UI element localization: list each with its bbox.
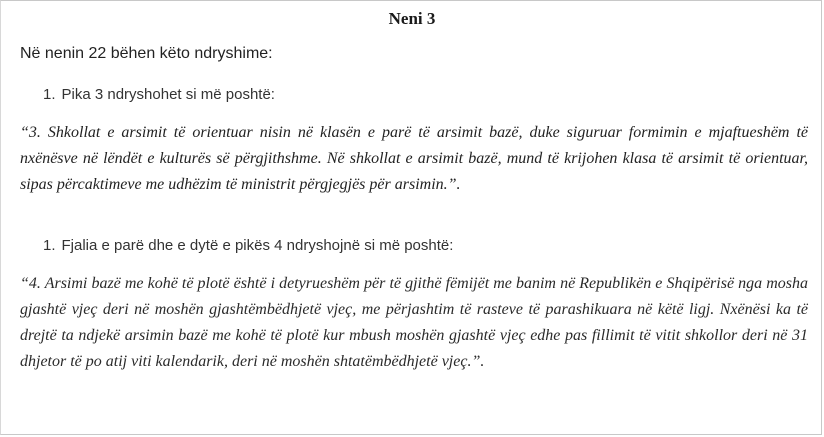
list-item-number: 1. — [43, 237, 56, 254]
article-intro: Në nenin 22 bëhen këto ndryshime: — [20, 45, 273, 62]
list-item — [43, 85, 275, 105]
list-item — [43, 236, 453, 256]
amendment-quote: “4. Arsimi bazë me kohë të plotë është i detyrueshëm për të gjithë fëmijët me banim në Republikën e Shqipërisë nga mosha gjashtë vjeç deri në moshën gjashtëmbëdhjetë vjeç, me përjashtim të rasteve të parashikuara në këtë ligj. Nxënësi ka të drejtë ta ndjekë arsimin bazë me kohë të plotë kur mbush moshën gjashtë vjeç edhe pas fillimit të vitit shkollor deri në 31 dhjetor të po atij viti kalendarik, deri në moshën shtatëmbëdhjetë vjeç.”. — [20, 275, 808, 370]
article-title: Neni 3 — [388, 9, 436, 28]
list-item-number: 1. — [43, 86, 56, 103]
list-item-label: Pika 3 ndryshohet si më poshtë: — [61, 86, 275, 103]
amendment-quote: “3. Shkollat e arsimit të orientuar nisin në klasën e parë të arsimit bazë, duke siguruar formimin e mjaftueshëm të nxënësve në lëndët e kulturës së përgjithshme. Në shkollat e arsimit bazë, mund të krijohen klasa të arsimit të orientuar, sipas përcaktimeve me udhëzim të ministrit përgjegjës për arsimin.”. — [20, 124, 808, 193]
list-item-label: Fjalia e parë dhe e dytë e pikës 4 ndryshojnë si më poshtë: — [61, 237, 454, 254]
